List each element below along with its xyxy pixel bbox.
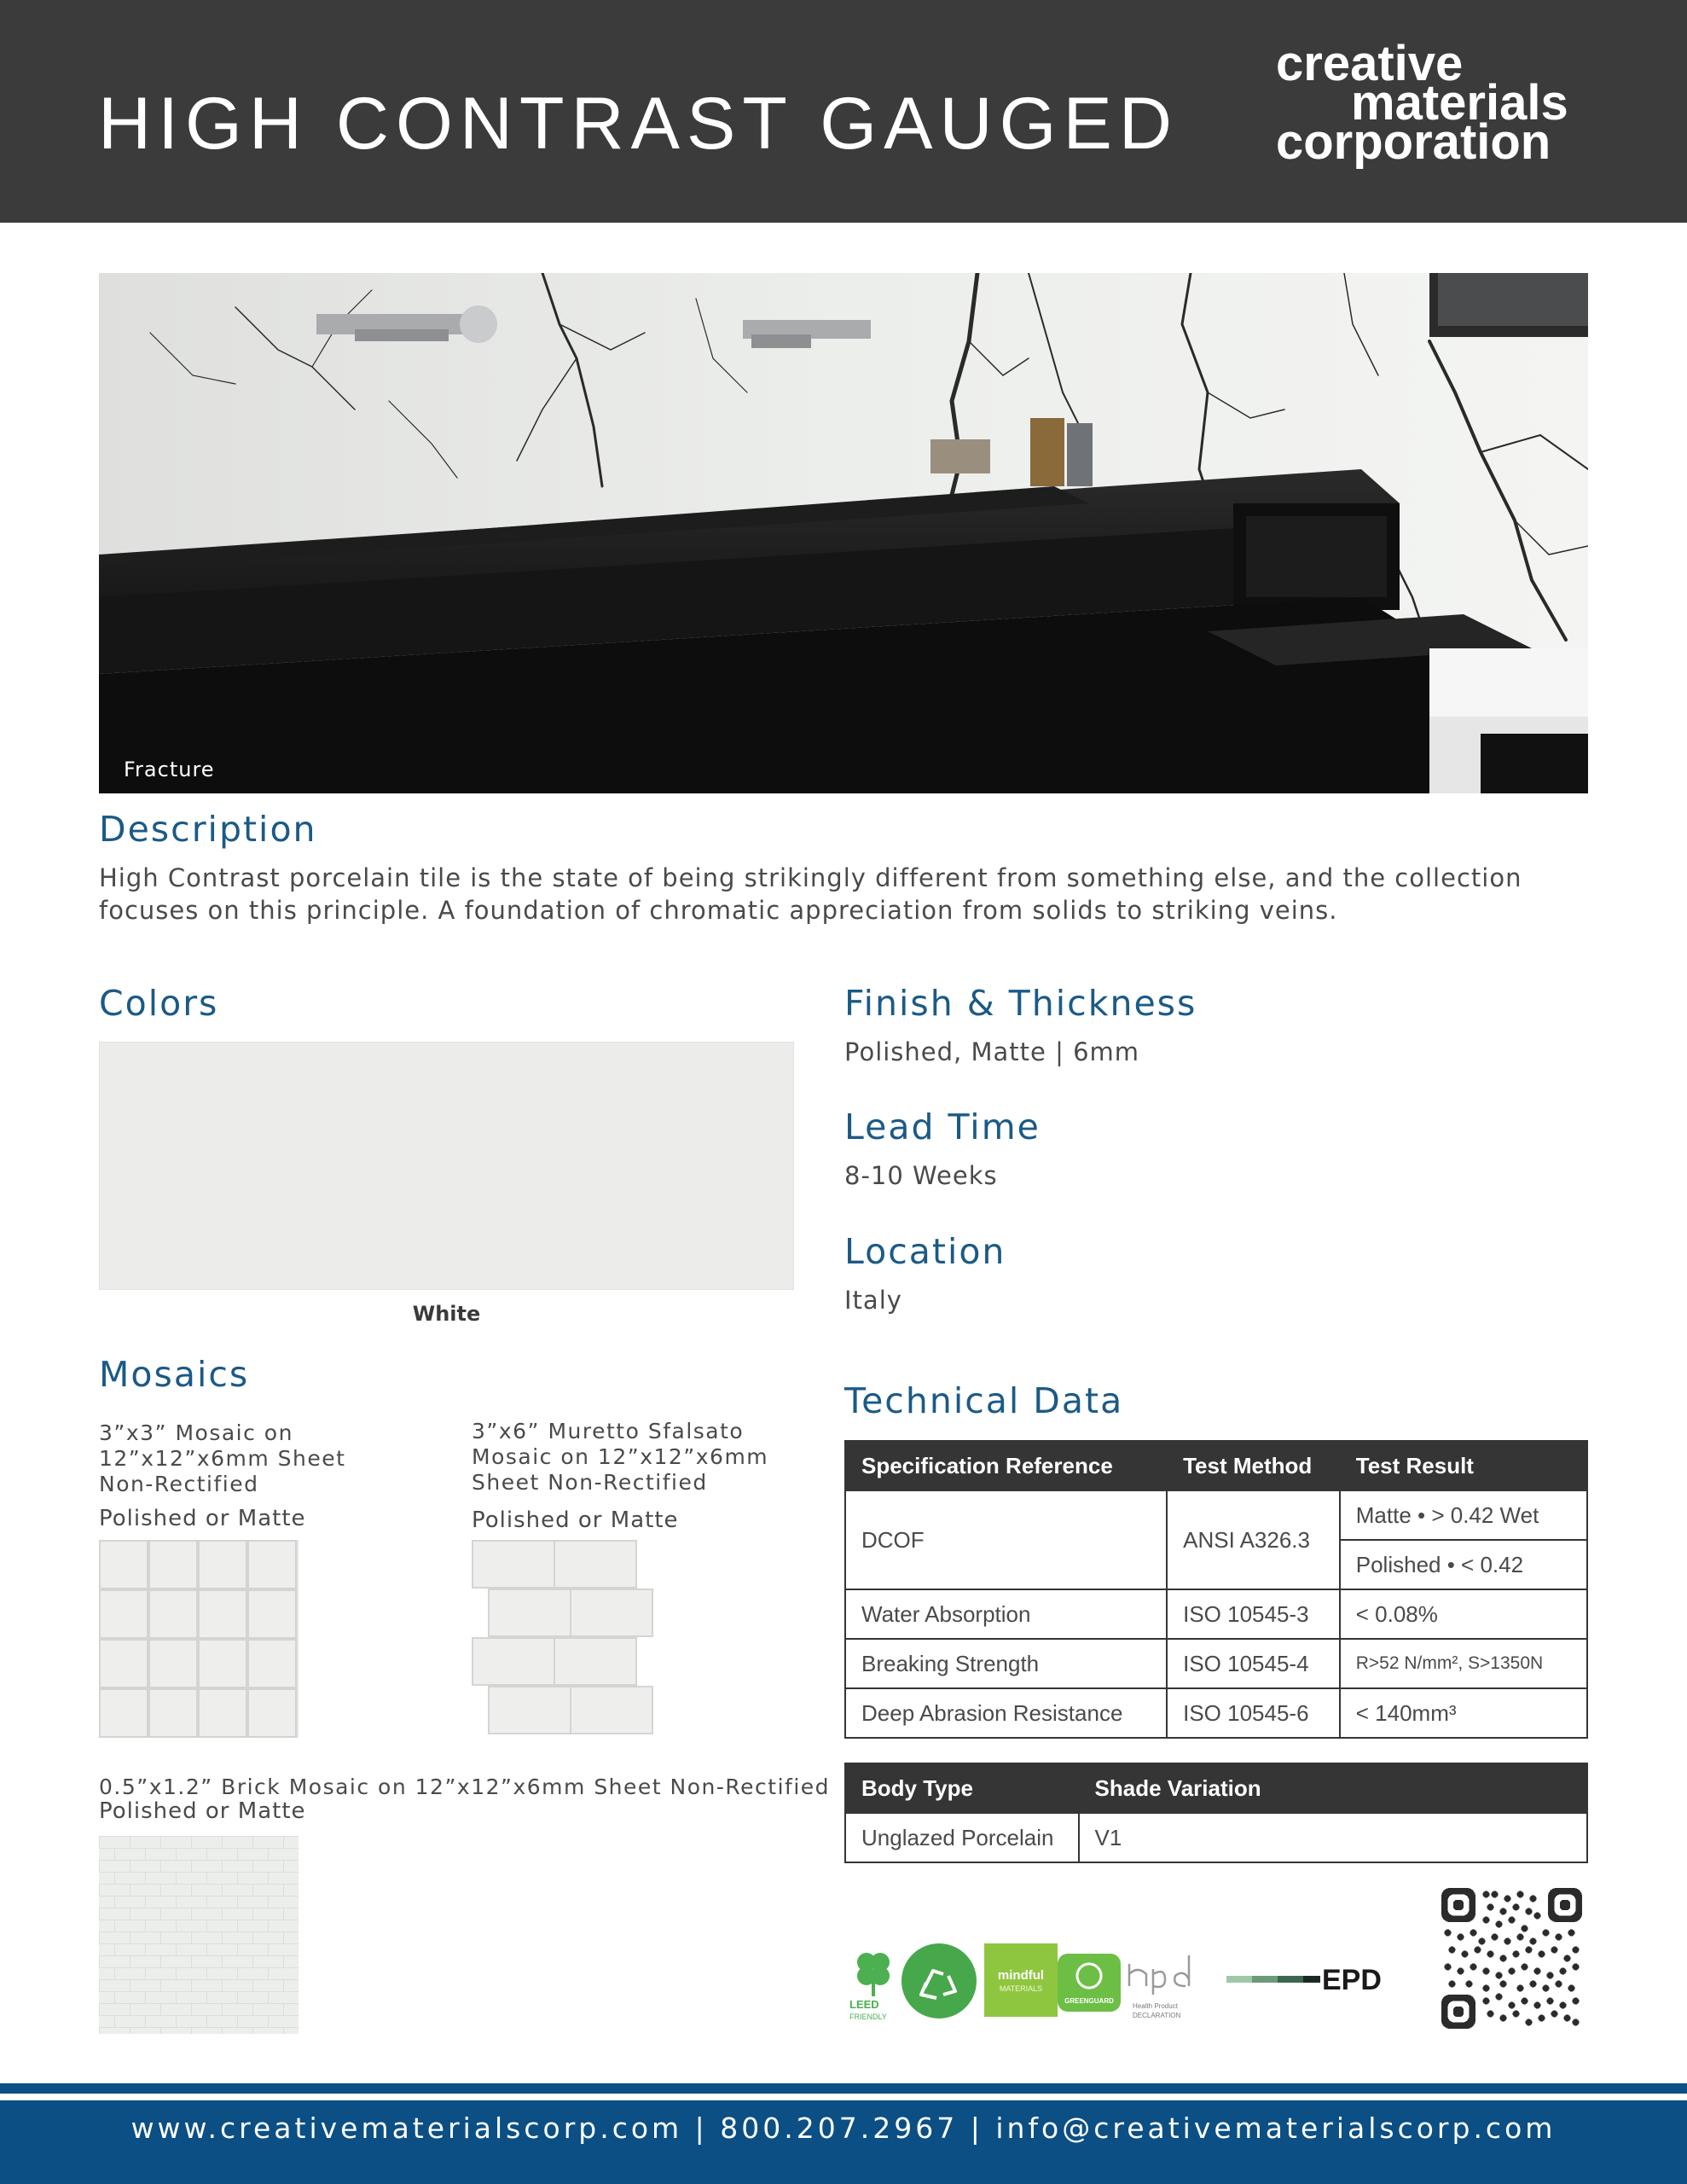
technical-data-heading: Technical Data: [844, 1380, 1124, 1421]
body-type-table: [844, 1763, 1588, 1863]
table-row-dcof: [845, 1490, 1587, 1540]
technical-header-row: [845, 1441, 1587, 1490]
description-line-2: focuses on this principle. A foundation of chromatic appreciation from solids to striking veins.: [99, 896, 1338, 925]
description-text: [99, 862, 1522, 926]
cell-abrasion-spec: Deep Abrasion Resistance: [845, 1688, 1167, 1738]
leed-text-2: FRIENDLY: [849, 2013, 887, 2021]
mosaics-heading: Mosaics: [99, 1354, 250, 1395]
table-row-breaking: [845, 1639, 1587, 1688]
epd-text: EPD: [1322, 1964, 1382, 1996]
table-row-water: [845, 1589, 1587, 1639]
lead-time-heading: Lead Time: [844, 1107, 1041, 1147]
mosaic-1-finish: Polished or Matte: [99, 1506, 306, 1531]
cell-breaking-method: ISO 10545-4: [1167, 1639, 1340, 1688]
cell-breaking-spec: Breaking Strength: [845, 1639, 1167, 1688]
recycle-icon: [901, 1943, 977, 2018]
page-title: HIGH CONTRAST GAUGED: [98, 83, 1179, 165]
hero-image: [99, 273, 1588, 793]
mosaic-2-title: [472, 1419, 768, 1496]
body-header-row: [845, 1763, 1587, 1813]
mosaic-2-title-line-2: Mosaic on 12”x12”x6mm: [472, 1444, 769, 1469]
hpd-text-1: Health Product: [1133, 2002, 1178, 2010]
mindful-materials-icon: [984, 1943, 1058, 2017]
cell-shade-variation: V1: [1079, 1813, 1587, 1862]
mosaic-1-title-line-2: 12”x12”x6mm Sheet: [99, 1446, 346, 1471]
col-header-body-type: Body Type: [845, 1763, 1079, 1813]
color-swatch-label: White: [412, 1302, 481, 1326]
footer-divider: [0, 2083, 1687, 2094]
bathroom-vanity-illustration: [99, 273, 1588, 793]
logo-line-3: corporation: [1276, 114, 1551, 170]
hpd-icon: [1129, 1955, 1189, 2019]
col-header-result: Test Result: [1340, 1441, 1587, 1490]
cell-water-method: ISO 10545-3: [1167, 1589, 1340, 1639]
mosaic-2-title-line-3: Sheet Non-Rectified: [472, 1470, 708, 1495]
mosaic-2-finish: Polished or Matte: [472, 1507, 679, 1533]
qr-code-icon[interactable]: [1441, 1888, 1582, 2029]
cell-body-type: Unglazed Porcelain: [845, 1813, 1079, 1862]
col-header-method: Test Method: [1167, 1441, 1340, 1490]
cell-water-result: < 0.08%: [1340, 1589, 1587, 1639]
mosaic-1-title: [99, 1420, 345, 1497]
lead-time-value: 8-10 Weeks: [844, 1161, 998, 1190]
description-line-1: High Contrast porcelain tile is the state of being strikingly different from something else, and the collection: [99, 863, 1522, 892]
table-row-abrasion: [845, 1688, 1587, 1738]
cell-abrasion-result: < 140mm³: [1340, 1688, 1587, 1738]
epd-icon: [1226, 1964, 1382, 1996]
cell-abrasion-method: ISO 10545-6: [1167, 1688, 1340, 1738]
mosaic-3-title: 0.5”x1.2” Brick Mosaic on 12”x12”x6mm Sheet Non-Rectified: [99, 1774, 831, 1799]
mosaic-1-title-line-3: Non-Rectified: [99, 1472, 259, 1496]
colors-heading: Colors: [99, 983, 219, 1024]
cell-breaking-result: R>52 N/mm², S>1350N: [1340, 1639, 1587, 1688]
cell-dcof-result-matte: Matte • > 0.42 Wet: [1340, 1490, 1587, 1540]
body-values-row: [845, 1813, 1587, 1862]
color-swatch-white: [99, 1042, 794, 1290]
technical-data-table: [844, 1440, 1588, 1739]
logo-line-2: materials: [1351, 75, 1568, 131]
hpd-text-2: DECLARATION: [1133, 2012, 1181, 2019]
leed-friendly-icon: [849, 1953, 890, 2021]
finish-value: Polished, Matte | 6mm: [844, 1037, 1140, 1066]
mosaic-2-title-line-1: 3”x6” Muretto Sfalsato: [472, 1419, 745, 1443]
description-heading: Description: [99, 809, 317, 850]
greenguard-text: GREENGUARD: [1064, 1997, 1114, 2005]
mindful-text-1: mindful: [997, 1968, 1045, 1983]
certification-logos: [848, 1938, 1394, 2024]
hero-caption: Fracture: [124, 758, 215, 781]
mindful-text-2: MATERIALS: [999, 1984, 1043, 1993]
company-logo: [1276, 36, 1583, 172]
logo-line-1: creative: [1276, 36, 1464, 91]
mosaic-3-swatch: [99, 1836, 299, 2034]
col-header-spec: Specification Reference: [845, 1441, 1167, 1490]
cell-dcof-method: ANSI A326.3: [1167, 1490, 1340, 1589]
mosaic-2-swatch: [472, 1540, 671, 1738]
finish-heading: Finish & Thickness: [844, 983, 1197, 1024]
col-header-shade-variation: Shade Variation: [1079, 1763, 1587, 1813]
mosaic-3-finish: Polished or Matte: [99, 1798, 306, 1824]
location-value: Italy: [844, 1286, 902, 1315]
mosaic-1-swatch: [99, 1540, 299, 1738]
leed-text-1: LEED: [849, 1998, 879, 2011]
location-heading: Location: [844, 1231, 1006, 1272]
cell-dcof-result-polished: Polished • < 0.42: [1340, 1540, 1587, 1589]
cell-dcof-spec: DCOF: [845, 1490, 1167, 1589]
footer-contact: www.creativematerialscorp.com | 800.207.2967 | info@creativematerialscorp.com: [130, 2111, 1557, 2145]
mosaic-1-title-line-1: 3”x3” Mosaic on: [99, 1420, 293, 1445]
greenguard-icon: [1058, 1954, 1121, 2012]
cell-water-spec: Water Absorption: [845, 1589, 1167, 1639]
